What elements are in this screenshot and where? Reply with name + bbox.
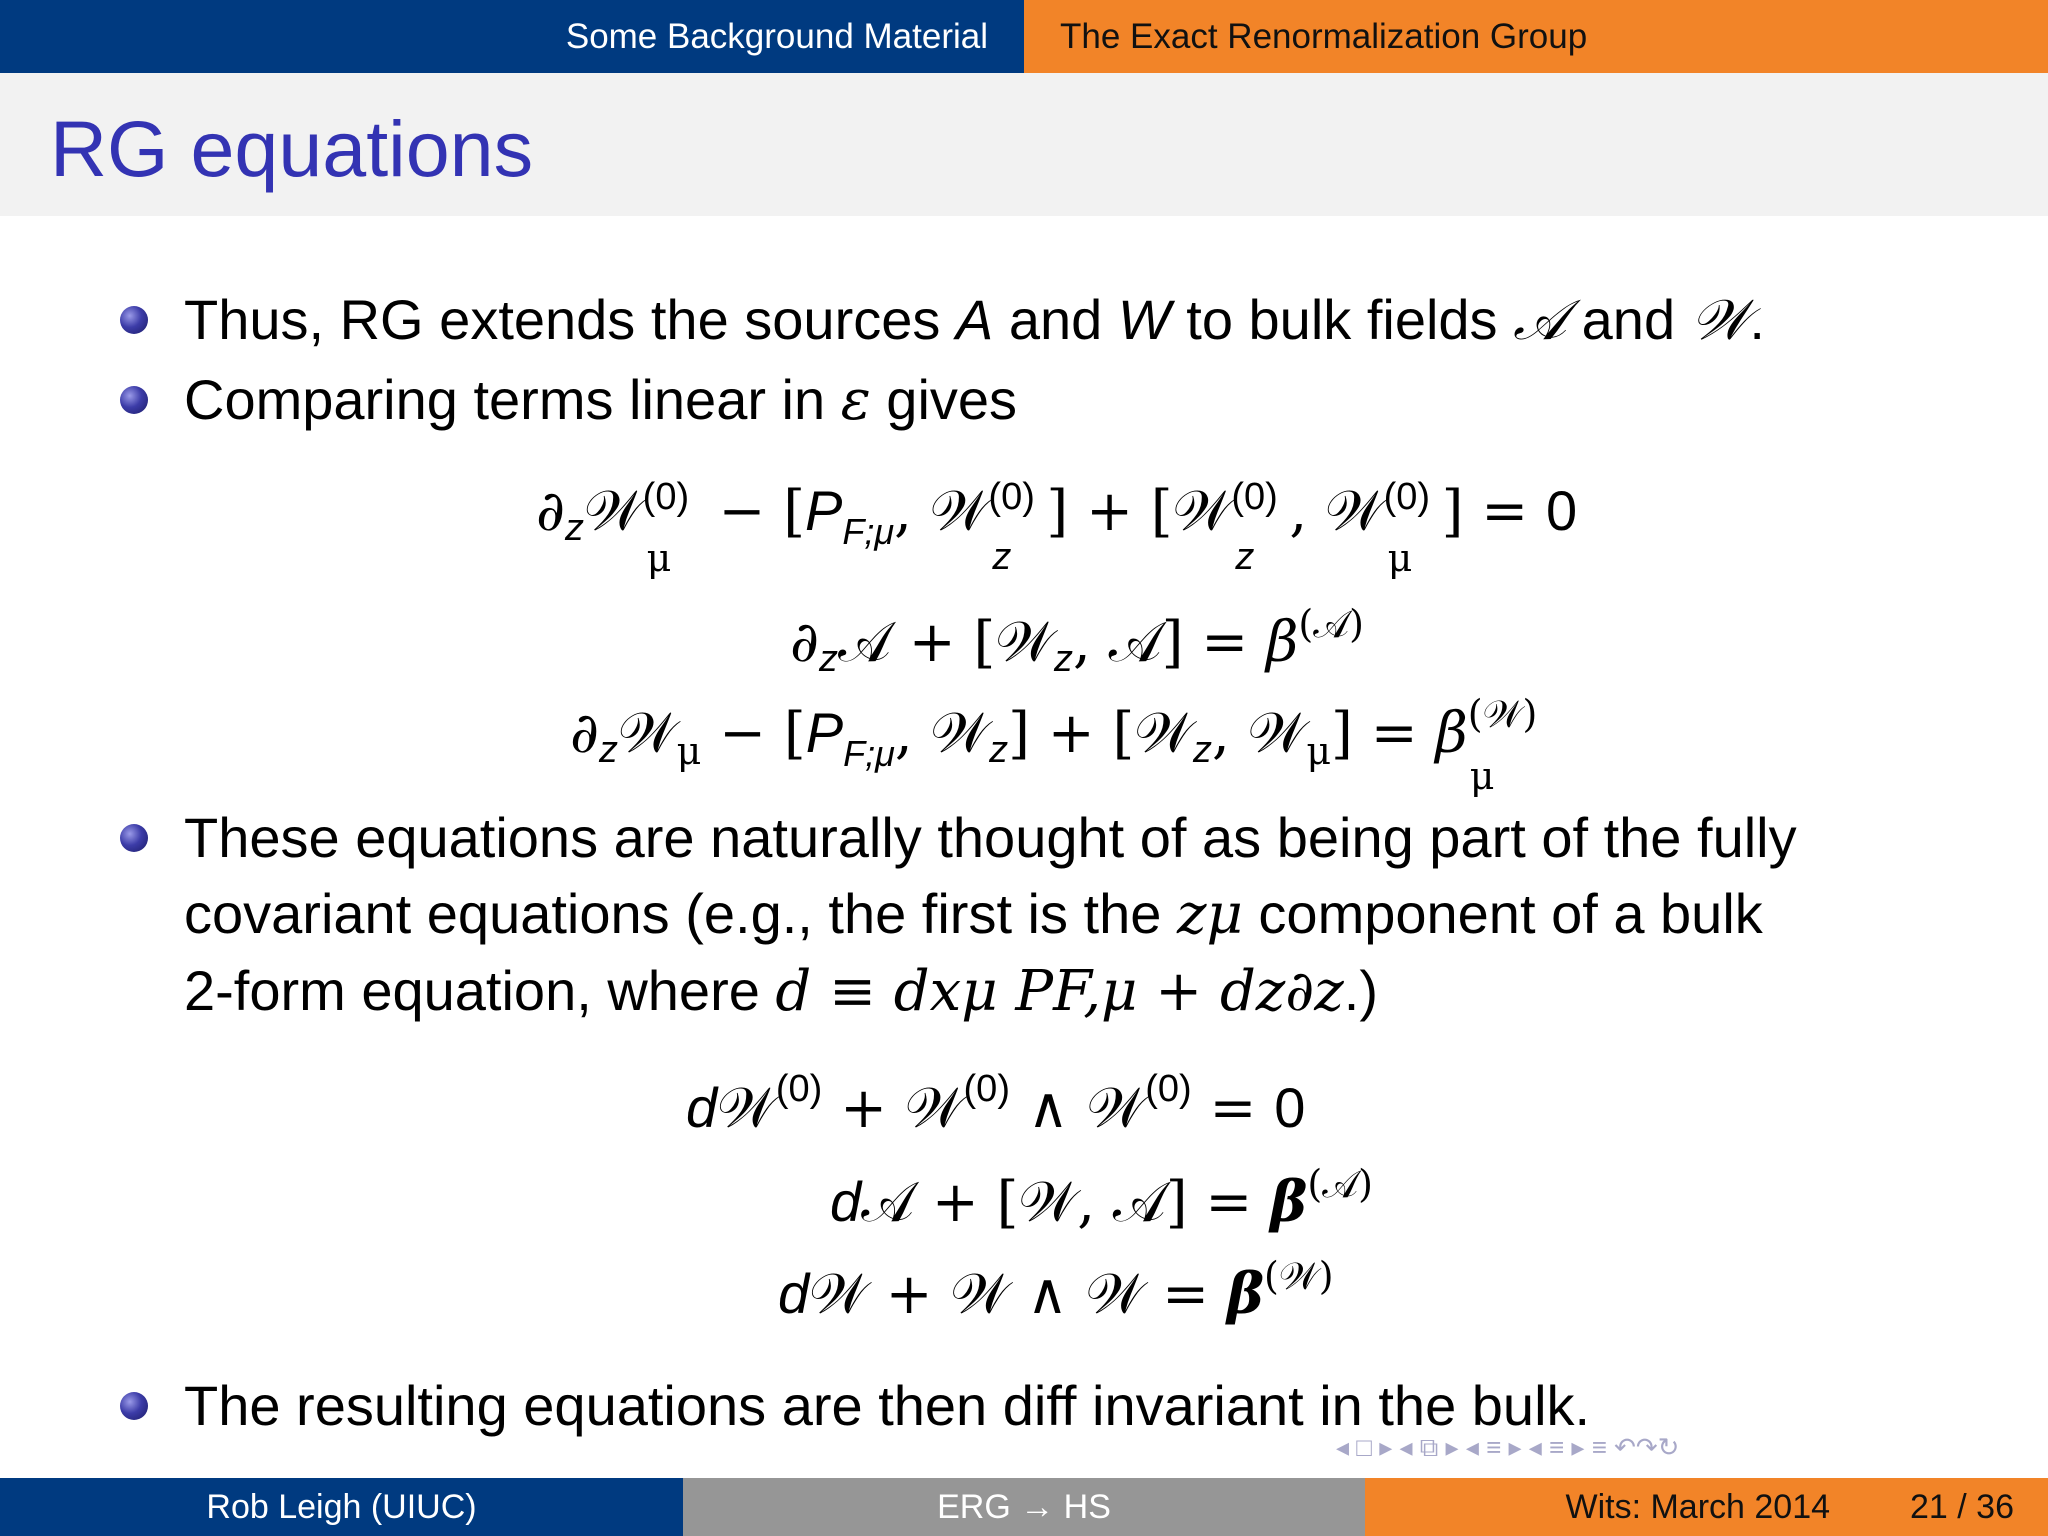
bullet-3-span: .): [1343, 959, 1378, 1022]
equation-3: ∂z𝒲$_\mu$ − [$P_{F;\mu}$, 𝒲z] + [𝒲z, 𝒲$_\mu$] = β (𝒲) μ: [570, 692, 1538, 798]
bullet-3-line-1: These equations are naturally thought of as being part of the fully: [184, 806, 1797, 869]
bullet-icon: [120, 386, 148, 414]
equation-6: d𝒲 + 𝒲 ∧ 𝒲 = $\beta^{(𝒲)}$: [778, 1254, 1334, 1327]
footer-page-number: 21 / 36: [1910, 1487, 2014, 1526]
bullet-3-span: component of a bulk: [1242, 882, 1763, 945]
nav-symbols-icon[interactable]: ◂ □ ▸ ◂ ⧉ ▸ ◂ ≡ ▸ ◂ ≡ ▸ ≡ ↶↷↻: [1336, 1432, 1680, 1462]
bullet-icon: [120, 306, 148, 334]
beamer-navigation-symbols[interactable]: [1336, 1432, 1679, 1464]
symbol-A: A: [955, 288, 994, 351]
footer-author-label: Rob Leigh (UIUC): [206, 1487, 477, 1526]
bullet-3-span: 2-form equation, where: [184, 959, 776, 1022]
footer-venue: Wits: March 2014: [1565, 1487, 1831, 1526]
footer-title: [683, 1478, 1365, 1536]
equation-2: ∂z𝒜 + [𝒲z, 𝒜] = $\beta^{(𝒜)}$: [790, 602, 1364, 680]
nav-section-background[interactable]: [0, 0, 1024, 73]
bullet-1-span: .: [1749, 288, 1765, 351]
equation-4: d𝒲$^{(0)}$ + 𝒲$^{(0)}$ ∧ 𝒲$^{(0)}$ = 0: [686, 1068, 1306, 1141]
bullet-1-text: [184, 282, 1994, 359]
top-navigation-bar: [0, 0, 2048, 73]
symbol-W: W: [1117, 288, 1171, 351]
footer-author: [0, 1478, 683, 1536]
exterior-derivative-formula: d ≡ dxμ PF,μ + dz∂z: [775, 959, 1344, 1024]
bullet-1-span: and: [993, 288, 1118, 351]
equation-1: ∂z𝒲 (0) μ − [$P_{F;\mu}$, 𝒲 (0) z ] + [𝒲 (0) z , 𝒲 (0) μ ] = 0: [536, 476, 1578, 580]
bullet-4-text: The resulting equations are then diff invariant in the bulk.: [184, 1374, 1591, 1437]
frame-title: RG equations: [50, 104, 534, 193]
nav-section-erg[interactable]: [1024, 0, 2048, 73]
bullet-3-line-2: [184, 876, 1994, 953]
footer-title-label: ERG → HS: [937, 1487, 1111, 1526]
symbol-cal-A: 𝒜: [1513, 288, 1567, 353]
bullet-1-span: Thus, RG extends the sources: [184, 288, 956, 351]
bullet-2-span: Comparing terms linear in: [184, 368, 841, 431]
bullet-2-span: gives: [870, 368, 1018, 431]
symbol-cal-W: 𝒲: [1690, 288, 1750, 353]
bullet-2-text: [184, 362, 1994, 439]
bullet-icon: [120, 1392, 148, 1420]
symbol-epsilon: ε: [840, 368, 871, 433]
bullet-3-text: [184, 800, 1994, 1030]
nav-section-background-label: Some Background Material: [565, 16, 988, 56]
symbol-z-mu: zμ: [1176, 882, 1243, 947]
bullet-1-span: to bulk fields: [1170, 288, 1514, 351]
frame-title-band: [0, 73, 2048, 216]
bullet-icon: [120, 824, 148, 852]
bullet-3-line-3: [184, 953, 1994, 1030]
equation-5: d𝒜 + [𝒲, 𝒜] = $\beta^{(𝒜)}$: [830, 1162, 1373, 1235]
footer-info: [1365, 1478, 2048, 1536]
footer-bar: [0, 1478, 2048, 1536]
bullet-1-span: and: [1566, 288, 1691, 351]
bullet-3-span: covariant equations (e.g., the first is the: [184, 882, 1177, 945]
nav-section-erg-label: The Exact Renormalization Group: [1060, 16, 1588, 56]
